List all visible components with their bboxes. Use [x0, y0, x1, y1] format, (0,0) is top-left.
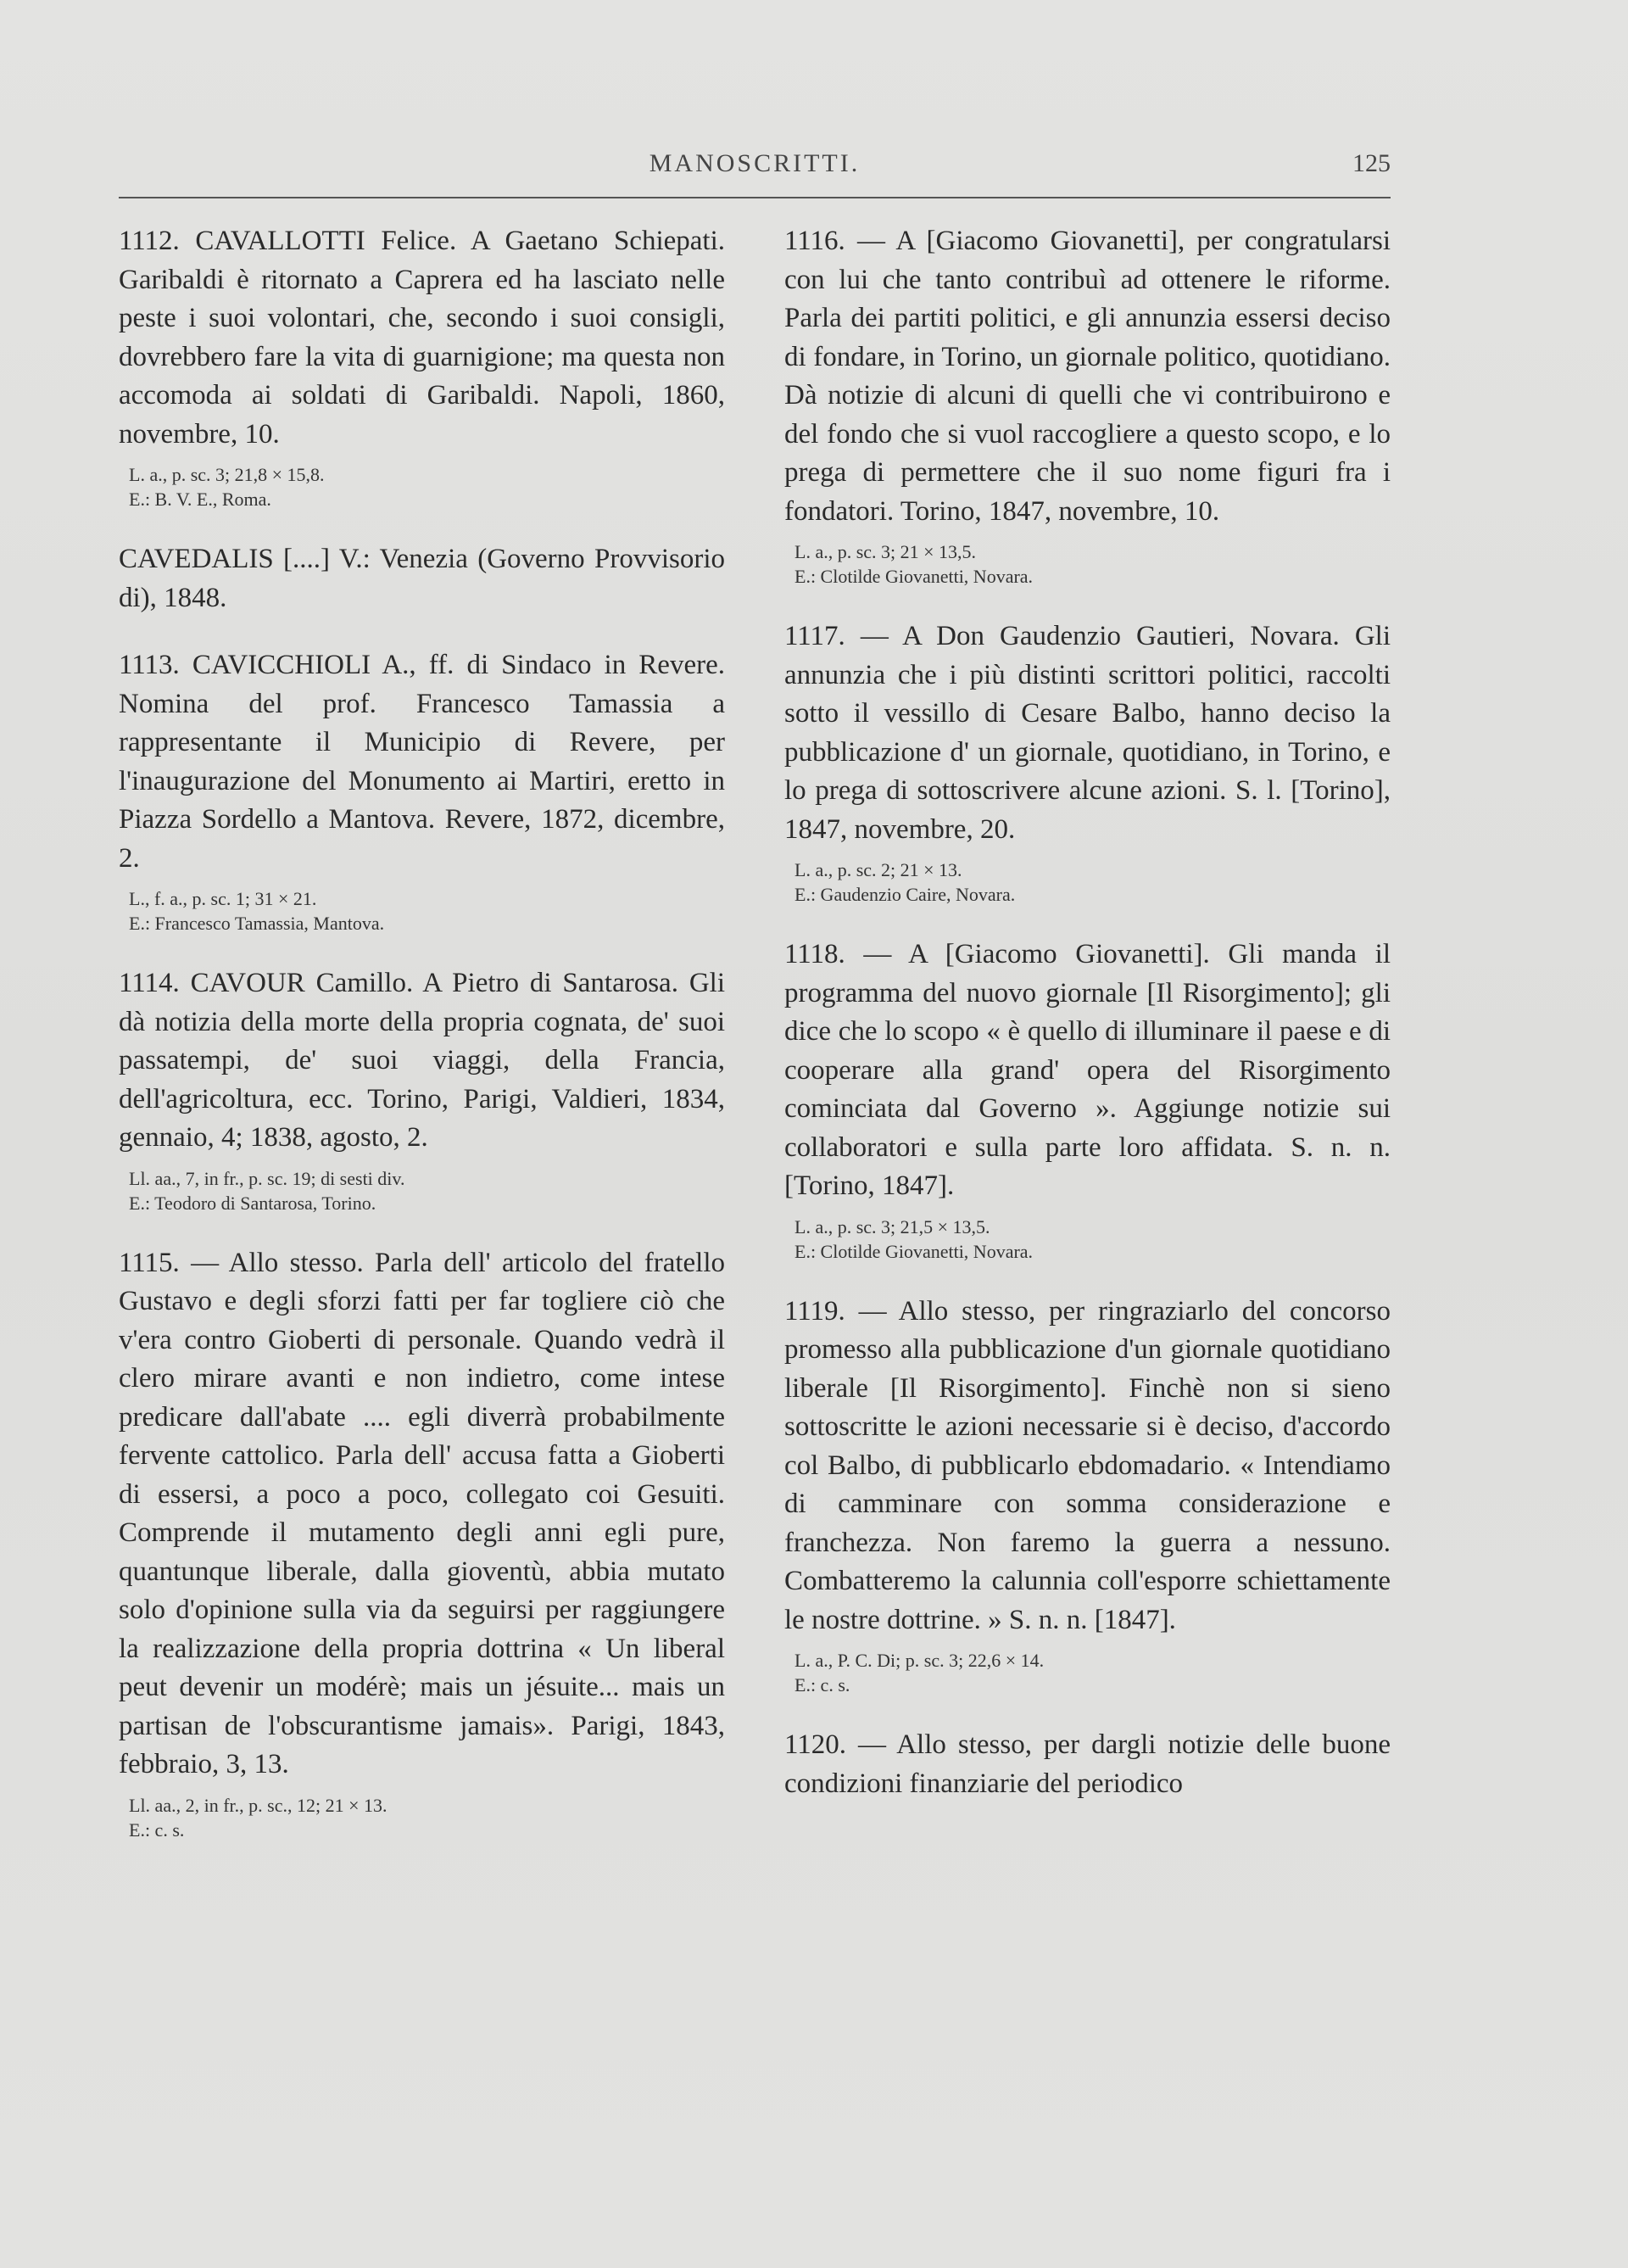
entry-meta-physical: L. a., p. sc. 3; 21,5 × 13,5.	[794, 1215, 990, 1237]
entry-meta-physical: L., f. a., p. sc. 1; 31 × 21.	[129, 888, 317, 909]
cross-reference	[119, 540, 725, 617]
page-number: 125	[1352, 149, 1391, 177]
entry-meta	[794, 1648, 1391, 1697]
right-column	[784, 222, 1391, 1832]
left-column	[119, 222, 725, 1871]
entry-meta-owner: E.: Francesco Tamassia, Mantova.	[129, 913, 385, 934]
entry-meta	[129, 886, 725, 936]
entry-meta	[129, 1793, 725, 1842]
entry-1112	[119, 222, 725, 511]
entry-meta-owner: E.: Clotilde Giovanetti, Novara.	[794, 1240, 1034, 1262]
header-rule	[119, 197, 1391, 198]
entry-text: 1116. — A [Giacomo Giovanetti], per congratularsi con lui che tanto contribuì ad ottenere le riforme. Parla dei partiti politici, e gli annunzia essersi deciso di fondare, in Torino, un giornale politico, quotidiano. Dà notizie di alcuni di quelli che vi contribuirono e del fondo che si vuol raccogliere a questo scopo, e lo prega di permettere che il suo nome figuri fra i fondatori. Torino, 1847, novembre, 10.	[784, 226, 1391, 527]
entry-1114	[119, 964, 725, 1215]
entry-text: 1118. — A [Giacomo Giovanetti]. Gli manda il programma del nuovo giornale [Il Risorgimento]; gli dice che lo scopo « è quello di illuminare il paese e di cooperare alla grand' opera del Risorgimento cominciata dal Governo ». Aggiunge notizie sui collaboratori e sulla parte loro affidata. S. n. n. [Torino, 1847].	[784, 939, 1391, 1201]
entry-1113	[119, 646, 725, 936]
entry-text: 1112. CAVALLOTTI Felice. A Gaetano Schiepati. Garibaldi è ritornato a Caprera ed ha lasciato nelle peste i suoi volontari, che, secondo i suoi consigli, dovrebbero fare la vita di guarnigione; ma questa non accomoda ai soldati di Garibaldi. Napoli, 1860, novembre, 10.	[119, 226, 725, 450]
entry-meta	[794, 857, 1391, 907]
entry-meta-physical: L. a., p. sc. 3; 21 × 13,5.	[794, 541, 977, 562]
entry-meta-owner: E.: c. s.	[129, 1818, 185, 1841]
entry-1116	[784, 222, 1391, 589]
entry-text: 1114. CAVOUR Camillo. A Pietro di Santarosa. Gli dà notizia della morte della propria cognata, de' suoi passatempi, de' suoi viaggi, della Francia, dell'agricoltura, ecc. Torino, Parigi, Valdieri, 1834, gennaio, 4; 1838, agosto, 2.	[119, 968, 725, 1153]
entry-meta-physical: Ll. aa., 7, in fr., p. sc. 19; di sesti div.	[129, 1167, 405, 1189]
running-head-title: MANOSCRITTI.	[649, 149, 861, 177]
entry-meta-owner: E.: Gaudenzio Caire, Novara.	[794, 884, 1016, 905]
entry-text: 1113. CAVICCHIOLI A., ff. di Sindaco in Revere. Nomina del prof. Francesco Tamassia a rappresentante il Municipio di Revere, per l'inaugurazione del Monumento ai Martiri, eretto in Piazza Sordello a Mantova. Revere, 1872, dicembre, 2.	[119, 650, 725, 874]
entry-meta	[794, 1215, 1391, 1264]
entry-meta-owner: E.: c. s.	[794, 1674, 850, 1695]
entry-meta-owner: E.: Clotilde Giovanetti, Novara.	[794, 566, 1034, 587]
entry-meta	[129, 462, 725, 511]
running-head	[119, 142, 1391, 185]
entry-text: 1115. — Allo stesso. Parla dell' articolo del fratello Gustavo e degli sforzi fatti per far togliere ciò che v'era contro Gioberti di personale. Quando vedrà il clero mirare avanti e non indietro, come intese predicare dall'abate .... egli diverrà probabilmente fervente cattolico. Parla dell' accusa fatta a Gioberti di essersi, a poco a poco, collegato coi Gesuiti. Comprende il mutamento degli anni egli pure, quantunque liberale, dalla gioventù, abbia mutato solo d'opinione sulla via da seguirsi per raggiungere la realizzazione della propria dottrina « Un liberal peut devenir un modérè; mais un jésuite... mais un partisan de l'obscurantisme jamais». Parigi, 1843, febbraio, 3, 13.	[119, 1247, 725, 1779]
entry-text: 1117. — A Don Gaudenzio Gautieri, Novara. Gli annunzia che i più distinti scrittori politici, raccolti sotto il vessillo di Cesare Balbo, hanno deciso la pubblicazione d' un giornale, quotidiano, in Torino, e lo prega di sottoscrivere alcune azioni. S. l. [Torino], 1847, novembre, 20.	[784, 621, 1391, 845]
entry-1115	[119, 1244, 725, 1842]
entry-meta-physical: L. a., p. sc. 2; 21 × 13.	[794, 859, 962, 880]
entry-text: 1119. — Allo stesso, per ringraziarlo del concorso promesso alla pubblicazione d'un giornale quotidiano liberale [Il Risorgimento]. Finchè non si sieno sottoscritte le azioni necessarie si è deciso, d'accordo col Balbo, di pubblicarlo ebdomadario. « Intendiamo di camminare con somma considerazione e franchezza. Non faremo la guerra a nessuno. Combatteremo la calunnia coll'esporre schiettamente le nostre dottrine. » S. n. n. [1847].	[784, 1295, 1391, 1635]
entry-meta-owner: E.: B. V. E., Roma.	[129, 489, 271, 510]
entry-meta-owner: E.: Teodoro di Santarosa, Torino.	[129, 1192, 376, 1214]
entry-meta	[794, 539, 1391, 589]
entry-meta-physical: Ll. aa., 2, in fr., p. sc., 12; 21 × 13.	[129, 1794, 387, 1816]
entry-1119	[784, 1293, 1391, 1698]
entry-1118	[784, 936, 1391, 1264]
entry-1120	[784, 1726, 1391, 1803]
entry-1117	[784, 617, 1391, 907]
entry-text: 1120. — Allo stesso, per dargli notizie delle buone condizioni finanziarie del periodico	[784, 1729, 1391, 1799]
entry-meta	[129, 1166, 725, 1215]
entry-meta-physical: L. a., p. sc. 3; 21,8 × 15,8.	[129, 464, 325, 485]
entry-text: CAVEDALIS [....] V.: Venezia (Governo Provvisorio di), 1848.	[119, 544, 725, 613]
entry-meta-physical: L. a., P. C. Di; p. sc. 3; 22,6 × 14.	[794, 1650, 1045, 1671]
